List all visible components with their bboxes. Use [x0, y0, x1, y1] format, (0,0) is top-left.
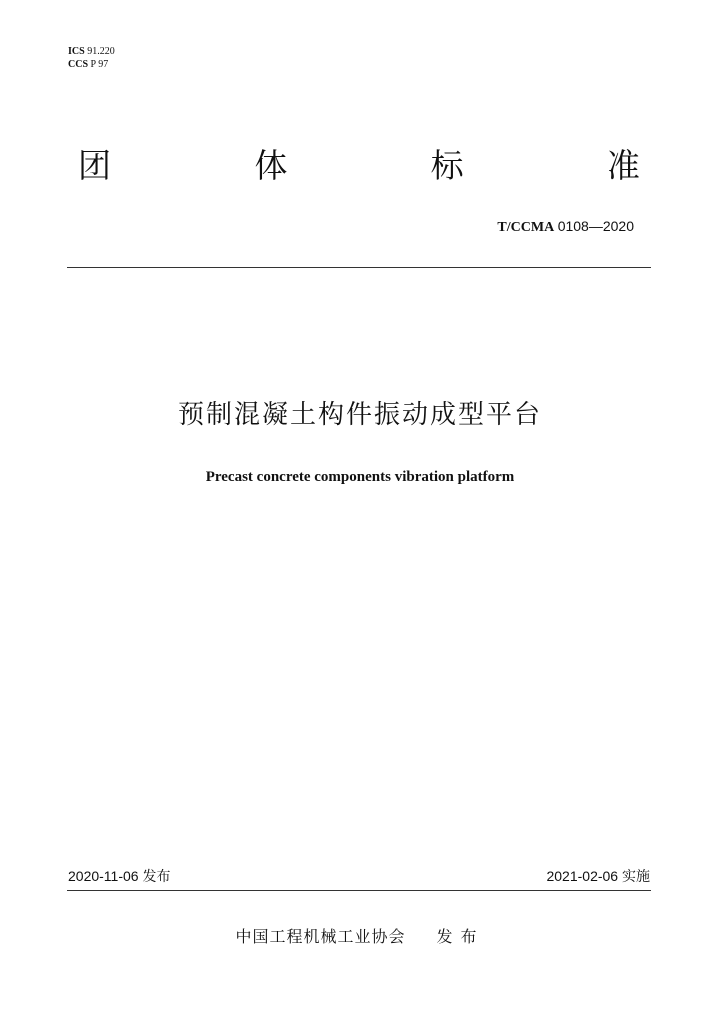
header-divider	[67, 267, 651, 268]
document-title: 预制混凝土构件振动成型平台	[177, 400, 542, 430]
implement-label: 实施	[622, 869, 650, 885]
issue-label: 发布	[142, 869, 171, 885]
publisher-organization: 中国工程机械工业协会	[235, 927, 406, 946]
title-char: 团	[78, 146, 111, 185]
ics-line	[68, 45, 115, 58]
title-char: 标	[430, 146, 464, 185]
standard-prefix: T/CCMA	[497, 220, 555, 235]
document-title-english: Precast concrete components vibration platform	[205, 469, 515, 485]
implement-date	[546, 867, 650, 886]
title-char: 体	[254, 146, 288, 185]
title-char: 准	[606, 146, 640, 185]
issue-date-value: 2020-11-06	[68, 868, 139, 884]
ccs-code: P 97	[90, 59, 109, 70]
footer-divider	[67, 890, 651, 891]
ics-label: ICS	[68, 46, 85, 57]
ccs-line	[68, 58, 115, 71]
implement-date-value: 2021-02-06	[546, 868, 619, 884]
ics-code: 91.220	[87, 46, 115, 57]
standard-type-title	[78, 146, 640, 186]
ccs-label: CCS	[68, 59, 89, 70]
standard-number	[497, 217, 634, 237]
publisher-line	[0, 926, 720, 948]
standard-code: 0108—2020	[557, 218, 634, 234]
classification-codes	[68, 45, 115, 71]
issue-date	[68, 867, 170, 886]
publisher-action: 发布	[436, 927, 485, 946]
